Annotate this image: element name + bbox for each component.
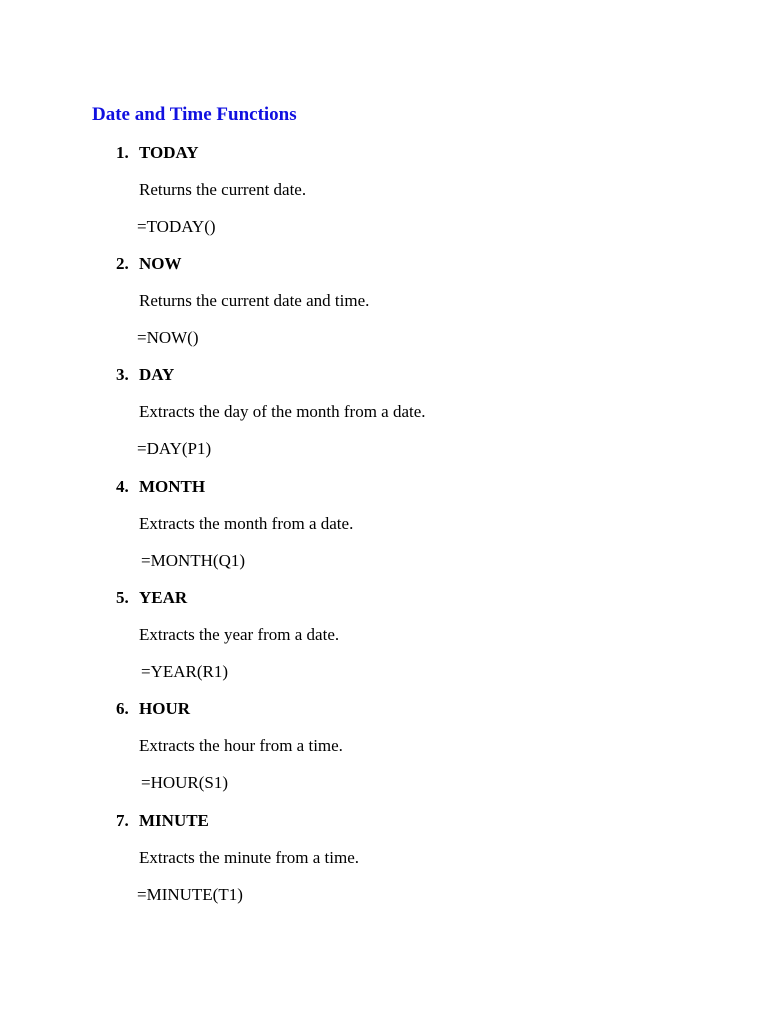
item-heading [116,365,174,385]
document-title: Date and Time Functions [92,104,297,125]
item-description: Extracts the year from a date. [139,625,340,644]
function-item-day [0,365,768,476]
item-formula: =MONTH(Q1) [141,551,246,570]
item-heading [116,588,187,608]
item-number: 2. [116,254,129,273]
item-name: MONTH [139,477,206,496]
item-name: HOUR [139,699,190,718]
item-description: Extracts the month from a date. [139,514,354,533]
item-name: NOW [139,254,182,273]
item-formula: =MINUTE(T1) [137,885,243,904]
item-number: 7. [116,811,129,830]
item-name: TODAY [139,143,199,162]
item-number: 4. [116,477,129,496]
function-item-year [0,588,768,699]
item-formula: =TODAY() [137,217,216,236]
item-formula: =YEAR(R1) [141,662,229,681]
item-description: Extracts the day of the month from a date. [139,402,426,421]
item-formula: =DAY(P1) [137,439,212,458]
item-formula: =NOW() [137,328,199,347]
item-heading [116,699,190,719]
item-number: 5. [116,588,129,607]
item-number: 6. [116,699,129,718]
function-item-now [0,254,768,365]
item-description: Extracts the minute from a time. [139,848,359,867]
item-description: Extracts the hour from a time. [139,736,343,755]
item-formula: =HOUR(S1) [141,773,229,792]
item-heading [116,254,182,274]
function-item-today [0,143,768,254]
item-name: DAY [139,365,175,384]
item-number: 3. [116,365,129,384]
item-heading [116,477,205,497]
function-item-month [0,477,768,588]
item-description: Returns the current date and time. [139,291,370,310]
item-number: 1. [116,143,129,162]
item-heading [116,143,199,163]
item-heading [116,811,209,831]
item-name: YEAR [139,588,188,607]
function-item-minute [0,811,768,922]
item-name: MINUTE [139,811,209,830]
function-item-hour [0,699,768,810]
item-description: Returns the current date. [139,180,307,199]
